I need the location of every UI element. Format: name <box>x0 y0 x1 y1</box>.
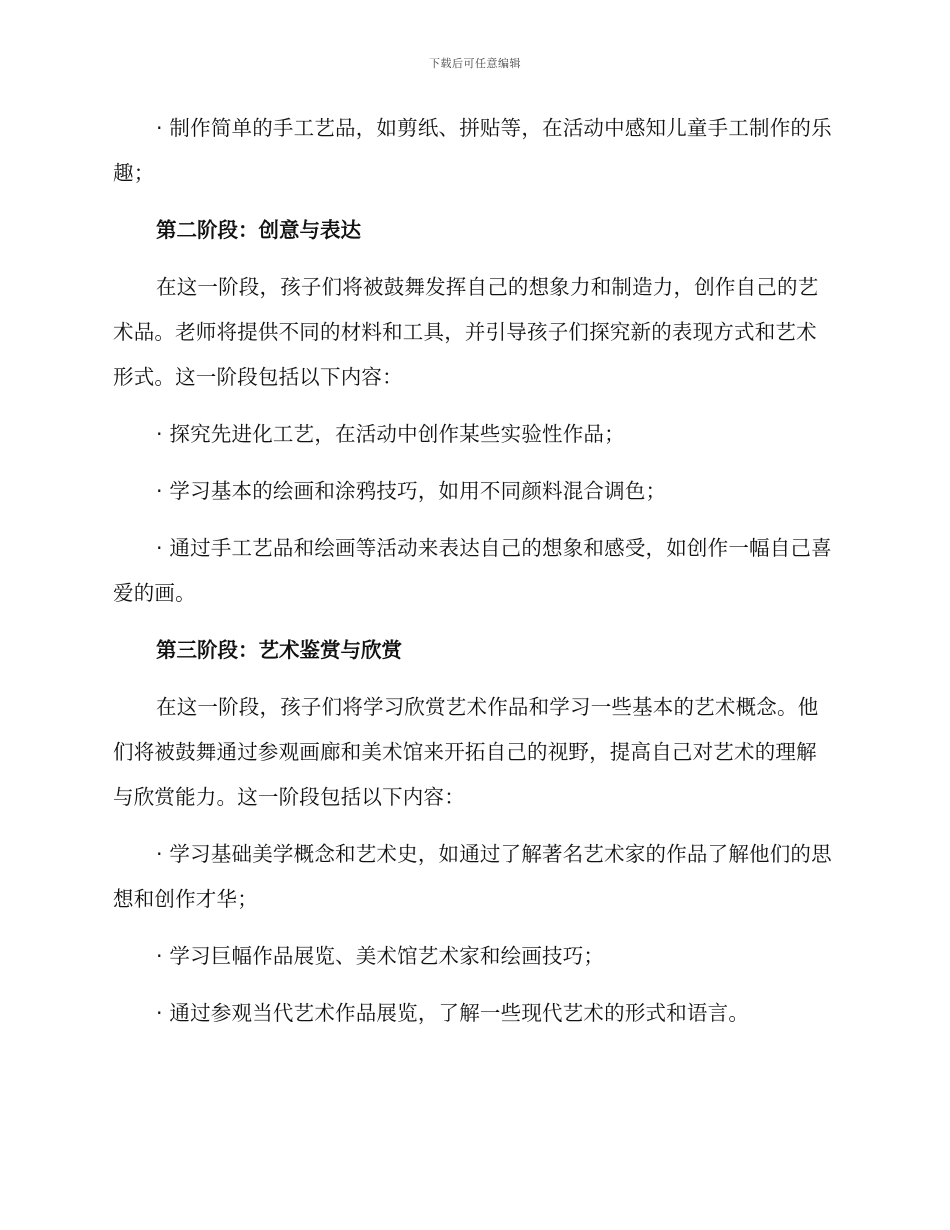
body-paragraph: 在这一阶段，孩子们将被鼓舞发挥自己的想象力和制造力，创作自己的艺术品。老师将提供不同的材料和工具，并引导孩子们探究新的表现方式和艺术形式。这一阶段包括以下内容： <box>113 275 819 389</box>
bullet-paragraph: · 学习巨幅作品展览、美术馆艺术家和绘画技巧； <box>156 944 605 968</box>
bullet-paragraph: · 探究先进化工艺，在活动中创作某些实验性作品； <box>156 422 625 446</box>
body-paragraph: 在这一阶段，孩子们将学习欣赏艺术作品和学习一些基本的艺术概念。他们将被鼓舞通过参观画廊和美术馆来开拓自己的视野，提高自己对艺术的理解与欣赏能力。这一阶段包括以下内容： <box>113 695 819 809</box>
section-heading: 第三阶段：艺术鉴赏与欣赏 <box>156 638 402 662</box>
bullet-paragraph: · 通过手工艺品和绘画等活动来表达自己的想象和感受，如创作一幅自己喜爱的画。 <box>113 536 832 605</box>
document-body <box>113 106 833 1048</box>
page-header: 下载后可任意编辑 <box>429 57 521 70</box>
section-heading: 第二阶段：创意与表达 <box>156 218 361 242</box>
bullet-paragraph: · 学习基础美学概念和艺术史，如通过了解著名艺术家的作品了解他们的思想和创作才华； <box>113 842 832 911</box>
bullet-paragraph: · 制作简单的手工艺品，如剪纸、拼贴等，在活动中感知儿童手工制作的乐趣； <box>113 116 832 185</box>
bullet-paragraph: · 通过参观当代艺术作品展览，了解一些现代艺术的形式和语言。 <box>156 1001 750 1025</box>
bullet-paragraph: · 学习基本的绘画和涂鸦技巧，如用不同颜料混合调色； <box>156 479 667 503</box>
